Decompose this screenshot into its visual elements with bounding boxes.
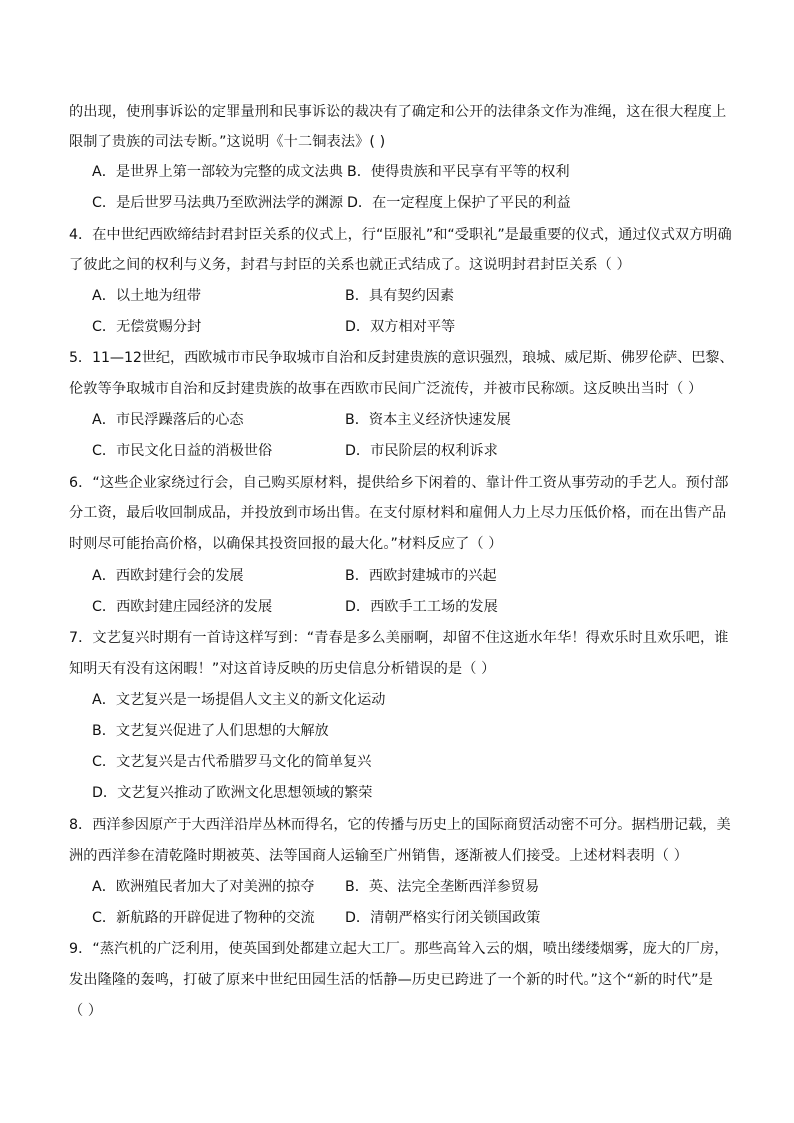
q9-stem-line-1: 9．“蒸汽机的广泛利用，使英国到处都建立起大工厂。那些高耸入云的烟，喷出缕缕烟雾，庞大的厂房，: [69, 941, 729, 957]
q8-option-c: C．新航路的开辟促进了物种的交流: [92, 910, 315, 926]
q9-stem-line-2: 发出隆隆的轰鸣，打破了原来中世纪田园生活的恬静—历史已跨进了一个新的时代。”这个“新的时代”是: [69, 972, 713, 988]
q7-stem-line-2: 知明天有没有这闲暇！”对这首诗反映的历史信息分析错误的是（ ）: [69, 661, 496, 677]
q7-option-d: D．文艺复兴推动了欧洲文化思想领域的繁荣: [92, 785, 373, 801]
q4-option-b: B．具有契约因素: [345, 288, 455, 304]
q5-option-a: A．市民浮躁落后的心态: [92, 412, 244, 428]
q4-stem-line-2: 了彼此之间的权利与义务，封君与封臣的关系也就正式结成了。这说明封君封臣关系（ ）: [69, 257, 631, 273]
q6-option-a: A．西欧封建行会的发展: [92, 568, 244, 584]
q8-option-a: A．欧洲殖民者加大了对美洲的掠夺: [92, 879, 315, 895]
q3-stem-line-1: 的出现，使刑事诉讼的定罪量刑和民事诉讼的裁决有了确定和公开的法律条文作为准绳，这在很大程度上: [69, 104, 727, 120]
q5-stem-line-1: 5．11—12世纪，西欧城市市民争取城市自治和反封建贵族的意识强烈，琅城、威尼斯、佛罗伦萨、巴黎、: [69, 350, 734, 366]
q5-option-c: C．市民文化日益的消极世俗: [92, 443, 273, 459]
q7-option-b: B．文艺复兴促进了人们思想的大解放: [92, 723, 329, 739]
q4-option-d: D．双方相对平等: [345, 319, 456, 335]
q6-stem-line-1: 6．“这些企业家绕过行会，自己购买原材料，提供给乡下闲着的、靠计件工资从事劳动的手艺人。预付部: [69, 475, 729, 491]
q5-stem-line-2: 伦敦等争取城市自治和反封建贵族的故事在西欧市民间广泛流传，并被市民称颂。这反映出当时（ ）: [69, 381, 703, 397]
q3-stem-line-2: 限制了贵族的司法专断。”这说明《十二铜表法》( ): [69, 134, 386, 150]
q7-option-a: A．文艺复兴是一场提倡人文主义的新文化运动: [92, 692, 386, 708]
q4-option-c: C．无偿赏赐分封: [92, 319, 202, 335]
q7-option-c: C．文艺复兴是古代希腊罗马文化的简单复兴: [92, 754, 372, 770]
q3-option-d: D．在一定程度上保护了平民的利益: [347, 195, 571, 211]
q6-option-c: C．西欧封建庄园经济的发展: [92, 599, 273, 615]
q8-option-d: D．清朝严格实行闭关锁国政策: [345, 910, 541, 926]
q3-option-a: A．是世界上第一部较为完整的成文法典: [92, 164, 343, 180]
q4-stem-line-1: 4．在中世纪西欧缔结封君封臣关系的仪式上，行“臣服礼”和“受职礼”是最重要的仪式，通过仪式双方明确: [69, 227, 732, 243]
q6-option-b: B．西欧封建城市的兴起: [345, 568, 497, 584]
q3-option-c: C．是后世罗马法典乃至欧洲法学的渊源: [92, 195, 344, 211]
q5-option-d: D．市民阶层的权利诉求: [345, 443, 498, 459]
q3-option-b: B．使得贵族和平民享有平等的权利: [347, 164, 570, 180]
q6-stem-line-3: 时则尽可能抬高价格，以确保其投资回报的最大化。”材料反应了（ ）: [69, 536, 503, 552]
q9-stem-line-3: （ ）: [69, 1003, 103, 1019]
q4-option-a: A．以土地为纽带: [92, 288, 202, 304]
q8-stem-line-1: 8．西洋参因原产于大西洋沿岸丛林而得名，它的传播与历史上的国际商贸活动密不可分。据档册记载，美: [69, 817, 731, 833]
q6-option-d: D．西欧手工工场的发展: [345, 599, 498, 615]
q8-stem-line-2: 洲的西洋参在清乾隆时期被英、法等国商人运输至广州销售，逐渐被人们接受。上述材料表明（ ）: [69, 848, 688, 864]
q7-stem-line-1: 7．文艺复兴时期有一首诗这样写到：“青春是多么美丽啊，却留不住这逝水年华！得欢乐时且欢乐吧，谁: [69, 630, 729, 646]
q6-stem-line-2: 分工资，最后收回制成品，并投放到市场出售。在支付原材料和雇佣人力上尽力压低价格，而在出售产品: [69, 505, 727, 521]
q8-option-b: B．英、法完全垄断西洋参贸易: [345, 879, 540, 895]
q5-option-b: B．资本主义经济快速发展: [345, 412, 511, 428]
